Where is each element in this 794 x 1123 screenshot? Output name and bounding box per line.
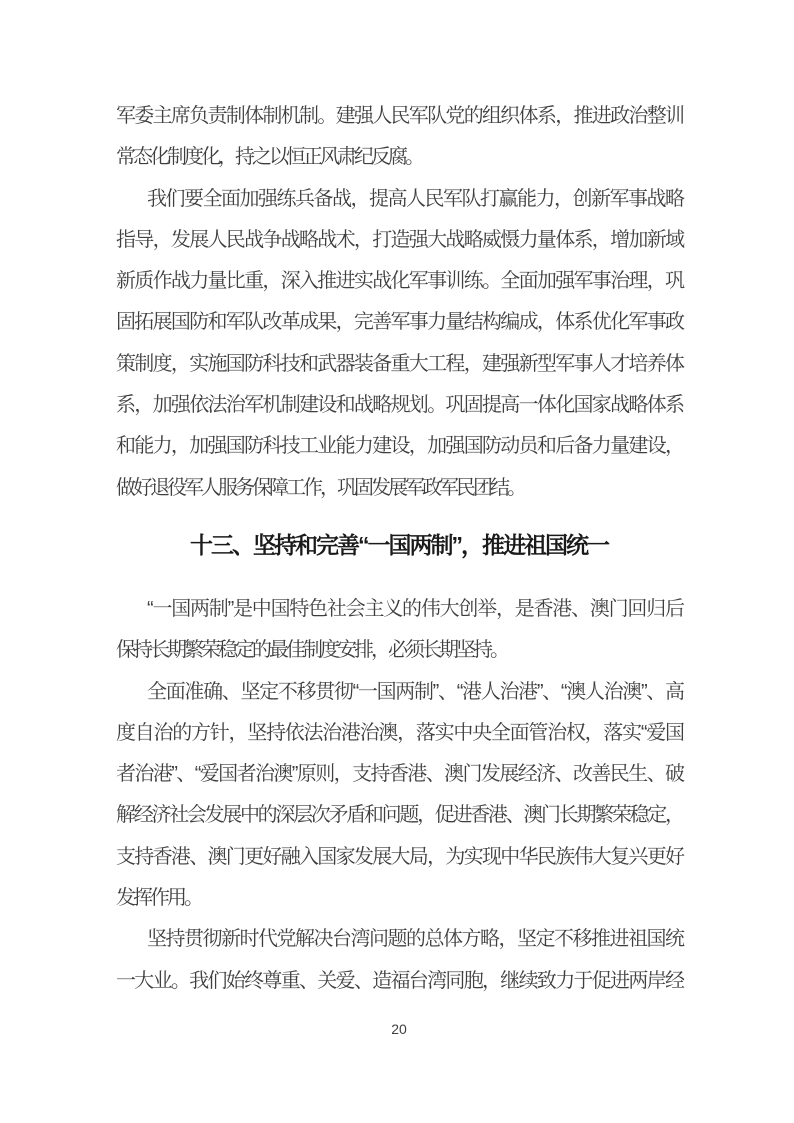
text-line: 一大业。我们始终尊重、关爱、造福台湾同胞，继续致力于促进两岸经	[116, 969, 682, 992]
text-line: 坚持贯彻新时代党解决台湾问题的总体方略，坚定不移推进祖国统	[147, 928, 682, 951]
text-line: 军委主席负责制体制机制。建强人民军队党的组织体系，推进政治整训	[116, 105, 682, 127]
text-line: 做好退役军人服务保障工作，巩固发展军政军民团结。	[116, 476, 524, 499]
paragraph	[116, 919, 682, 1002]
text-line: 常态化制度化，持之以恒正风肃纪反腐。	[116, 146, 422, 169]
paragraph	[116, 96, 682, 179]
text-line: 我们要全面加强练兵备战，提高人民军队打赢能力，创新军事战略	[147, 187, 682, 210]
text-line: 度自治的方针，坚持依法治港治澳，落实中央全面管治权，落实“爱国	[116, 721, 682, 744]
text-line: 发挥作用。	[116, 887, 201, 910]
text-line: 解经济社会发展中的深层次矛盾和问题，促进香港、澳门长期繁荣稳定，	[116, 804, 682, 827]
section-heading: 十三、坚持和完善“一国两制”，推进祖国统一	[190, 531, 608, 558]
text-line: 固拓展国防和军队改革成果，完善军事力量结构编成，体系优化军事政	[116, 311, 682, 334]
text-line: 系，加强依法治军机制建设和战略规划。巩固提高一体化国家战略体系	[116, 394, 682, 417]
text-line: 支持香港、澳门更好融入国家发展大局，为实现中华民族伟大复兴更好	[116, 845, 682, 868]
page-number: 20	[391, 1021, 407, 1037]
text-line: “一国两制”是中国特色社会主义的伟大创举，是香港、澳门回归后	[147, 597, 682, 620]
text-line: 全面准确、坚定不移贯彻“一国两制”、“港人治港”、“澳人治澳”、高	[147, 680, 682, 703]
document-body	[116, 96, 682, 1002]
text-line: 策制度，实施国防科技和武器装备重大工程，建强新型军事人才培养体	[116, 352, 682, 375]
text-line: 保持长期繁荣稳定的最佳制度安排，必须长期坚持。	[116, 639, 507, 662]
paragraph	[116, 589, 682, 672]
text-line: 和能力，加强国防科技工业能力建设，加强国防动员和后备力量建设，	[116, 435, 682, 458]
text-line: 指导，发展人民战争战略战术，打造强大战略威慑力量体系，增加新域	[116, 228, 682, 251]
text-line: 新质作战力量比重，深入推进实战化军事训练。全面加强军事治理，巩	[116, 270, 682, 293]
paragraph	[116, 672, 682, 920]
text-line: 者治港”、“爱国者治澳”原则，支持香港、澳门发展经济、改善民生、破	[116, 763, 682, 786]
paragraph	[116, 179, 682, 509]
